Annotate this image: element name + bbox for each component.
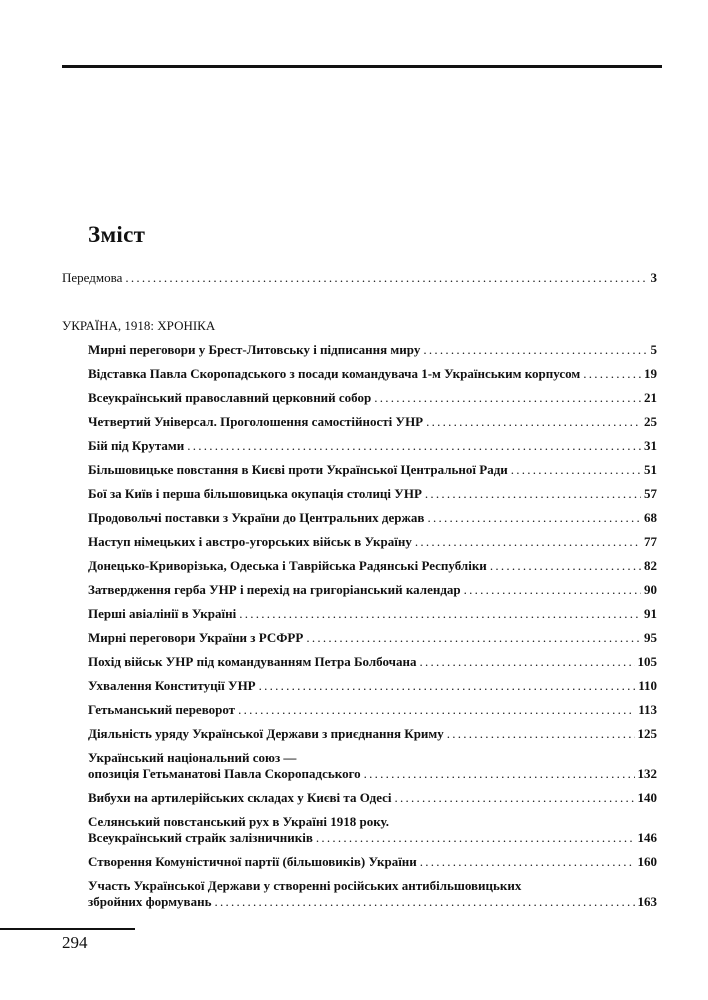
toc-entry-label: Ухвалення Конституції УНР [88,678,256,693]
dot-leader [420,854,635,870]
toc-entry-page: 90 [644,582,657,597]
dot-leader [415,534,641,550]
toc-entry[interactable] [88,366,657,382]
page-number: 294 [62,933,88,952]
dot-leader [464,582,641,598]
dot-leader [490,558,641,574]
toc-entry[interactable] [88,854,657,870]
dot-leader [239,606,641,622]
dot-leader [511,462,641,478]
toc-entry-preface[interactable] [62,270,657,286]
dot-leader [420,654,635,670]
toc-entry-label: Всеукраїнський страйк залізничників [88,830,313,845]
toc-entry[interactable] [88,702,657,718]
dot-leader [423,342,647,358]
toc-entry-label: збройних формувань [88,894,212,909]
toc-entry-label: Бій під Крутами [88,438,185,453]
toc-entry-label: Продовольчі поставки з України до Центральних держав [88,510,425,525]
toc-entry-page: 91 [644,606,657,621]
toc-entry-label: Похід військ УНР під командуванням Петра Болбочана [88,654,417,669]
toc-entry-label: Донецько-Криворізька, Одеська і Таврійська Радянські Республіки [88,558,487,573]
toc-entry-page: 125 [637,726,657,741]
toc-entry-label: Бої за Київ і перша більшовицька окупація столиці УНР [88,486,422,501]
toc-entry-label: Затвердження герба УНР і перехід на григоріанський календар [88,582,461,597]
dot-leader [316,830,635,846]
toc-entry-line [88,814,657,830]
toc-entry-label: Мирні переговори у Брест-Литовську і підписання миру [88,342,421,357]
toc-entry-page: 113 [638,702,657,717]
toc-entry-label: Український національний союз — [88,750,297,765]
toc-entry-page: 31 [644,438,657,453]
toc-entry-label: Селянський повстанський рух в Україні 1918 року. [88,814,389,829]
toc-entry-line [88,878,657,894]
dot-leader [395,790,635,806]
section-heading: УКРАЇНА, 1918: ХРОНІКА [62,318,216,333]
dot-leader [425,486,641,502]
toc-entry-line [88,750,657,766]
toc-entry[interactable] [88,606,657,622]
toc-entry-page: 140 [637,790,657,805]
dot-leader [426,414,641,430]
toc-entry[interactable] [88,790,657,806]
toc-entry-label: Вибухи на артилерійських складах у Києві та Одесі [88,790,392,805]
toc-entry[interactable] [88,390,657,406]
toc-entry-page: 132 [637,766,657,781]
page-title: Зміст [88,222,146,247]
toc-entry[interactable] [88,582,657,598]
toc-entry-page: 68 [644,510,657,525]
toc-entry-page: 160 [637,854,657,869]
toc-entry[interactable] [88,558,657,574]
toc-entry[interactable] [88,678,657,694]
dot-leader [447,726,635,742]
toc-entry-page: 105 [637,654,657,669]
toc-entry-label: Всеукраїнський православний церковний собор [88,390,372,405]
toc-entry-page: 110 [638,678,657,693]
dot-leader [259,678,636,694]
toc-entry-label: Створення Комуністичної партії (більшовиків) України [88,854,417,869]
toc-entry[interactable] [88,510,657,526]
toc-entry-label: опозиція Гетьманатові Павла Скоропадського [88,766,361,781]
toc-entry[interactable] [88,726,657,742]
toc-entry[interactable] [88,630,657,646]
toc-entry[interactable] [88,766,657,782]
toc-entry-page: 3 [650,270,657,285]
toc-entry-page: 146 [637,830,657,845]
dot-leader [427,510,641,526]
toc-entry-label: Участь Української Держави у створенні російських антибільшовицьких [88,878,522,893]
toc-entry-label: Наступ німецьких і австро-угорських військ в Україну [88,534,412,549]
toc-entry-page: 25 [644,414,657,429]
toc-entry[interactable] [88,654,657,670]
toc-entry[interactable] [88,414,657,430]
dot-leader [364,766,635,782]
toc-entry-page: 21 [644,390,657,405]
toc-entry-page: 5 [650,342,657,357]
toc-entry-page: 19 [644,366,657,381]
toc-entry-page: 163 [637,894,657,909]
toc-entry[interactable] [88,486,657,502]
toc-entry[interactable] [88,462,657,478]
dot-leader [238,702,635,718]
toc-entry[interactable] [88,534,657,550]
toc-entry-page: 57 [644,486,657,501]
toc-entry-label: Передмова [62,270,123,285]
table-of-contents [62,270,657,918]
toc-entry[interactable] [88,830,657,846]
toc-entries [62,342,657,910]
toc-entry-label: Мирні переговори України з РСФРР [88,630,304,645]
header-rule [62,65,662,68]
dot-leader [214,894,634,910]
toc-entry-page: 82 [644,558,657,573]
dot-leader [187,438,641,454]
dot-leader [306,630,641,646]
toc-entry[interactable] [88,438,657,454]
footer-rule [0,928,135,930]
toc-entry[interactable] [88,894,657,910]
toc-entry-label: Перші авіалінії в Україні [88,606,237,621]
dot-leader [374,390,641,406]
dot-leader [583,366,641,382]
toc-entry-label: Діяльність уряду Української Держави з приєднання Криму [88,726,444,741]
toc-entry-page: 95 [644,630,657,645]
toc-entry-label: Четвертий Універсал. Проголошення самостійності УНР [88,414,424,429]
toc-entry-page: 77 [644,534,657,549]
toc-entry-page: 51 [644,462,657,477]
toc-entry-label: Гетьманський переворот [88,702,236,717]
toc-entry-label: Більшовицьке повстання в Києві проти Української Центральної Ради [88,462,508,477]
dot-leader [125,270,647,286]
toc-entry-label: Відставка Павла Скоропадського з посади командувача 1-м Українським корпусом [88,366,581,381]
toc-entry[interactable] [88,342,657,358]
